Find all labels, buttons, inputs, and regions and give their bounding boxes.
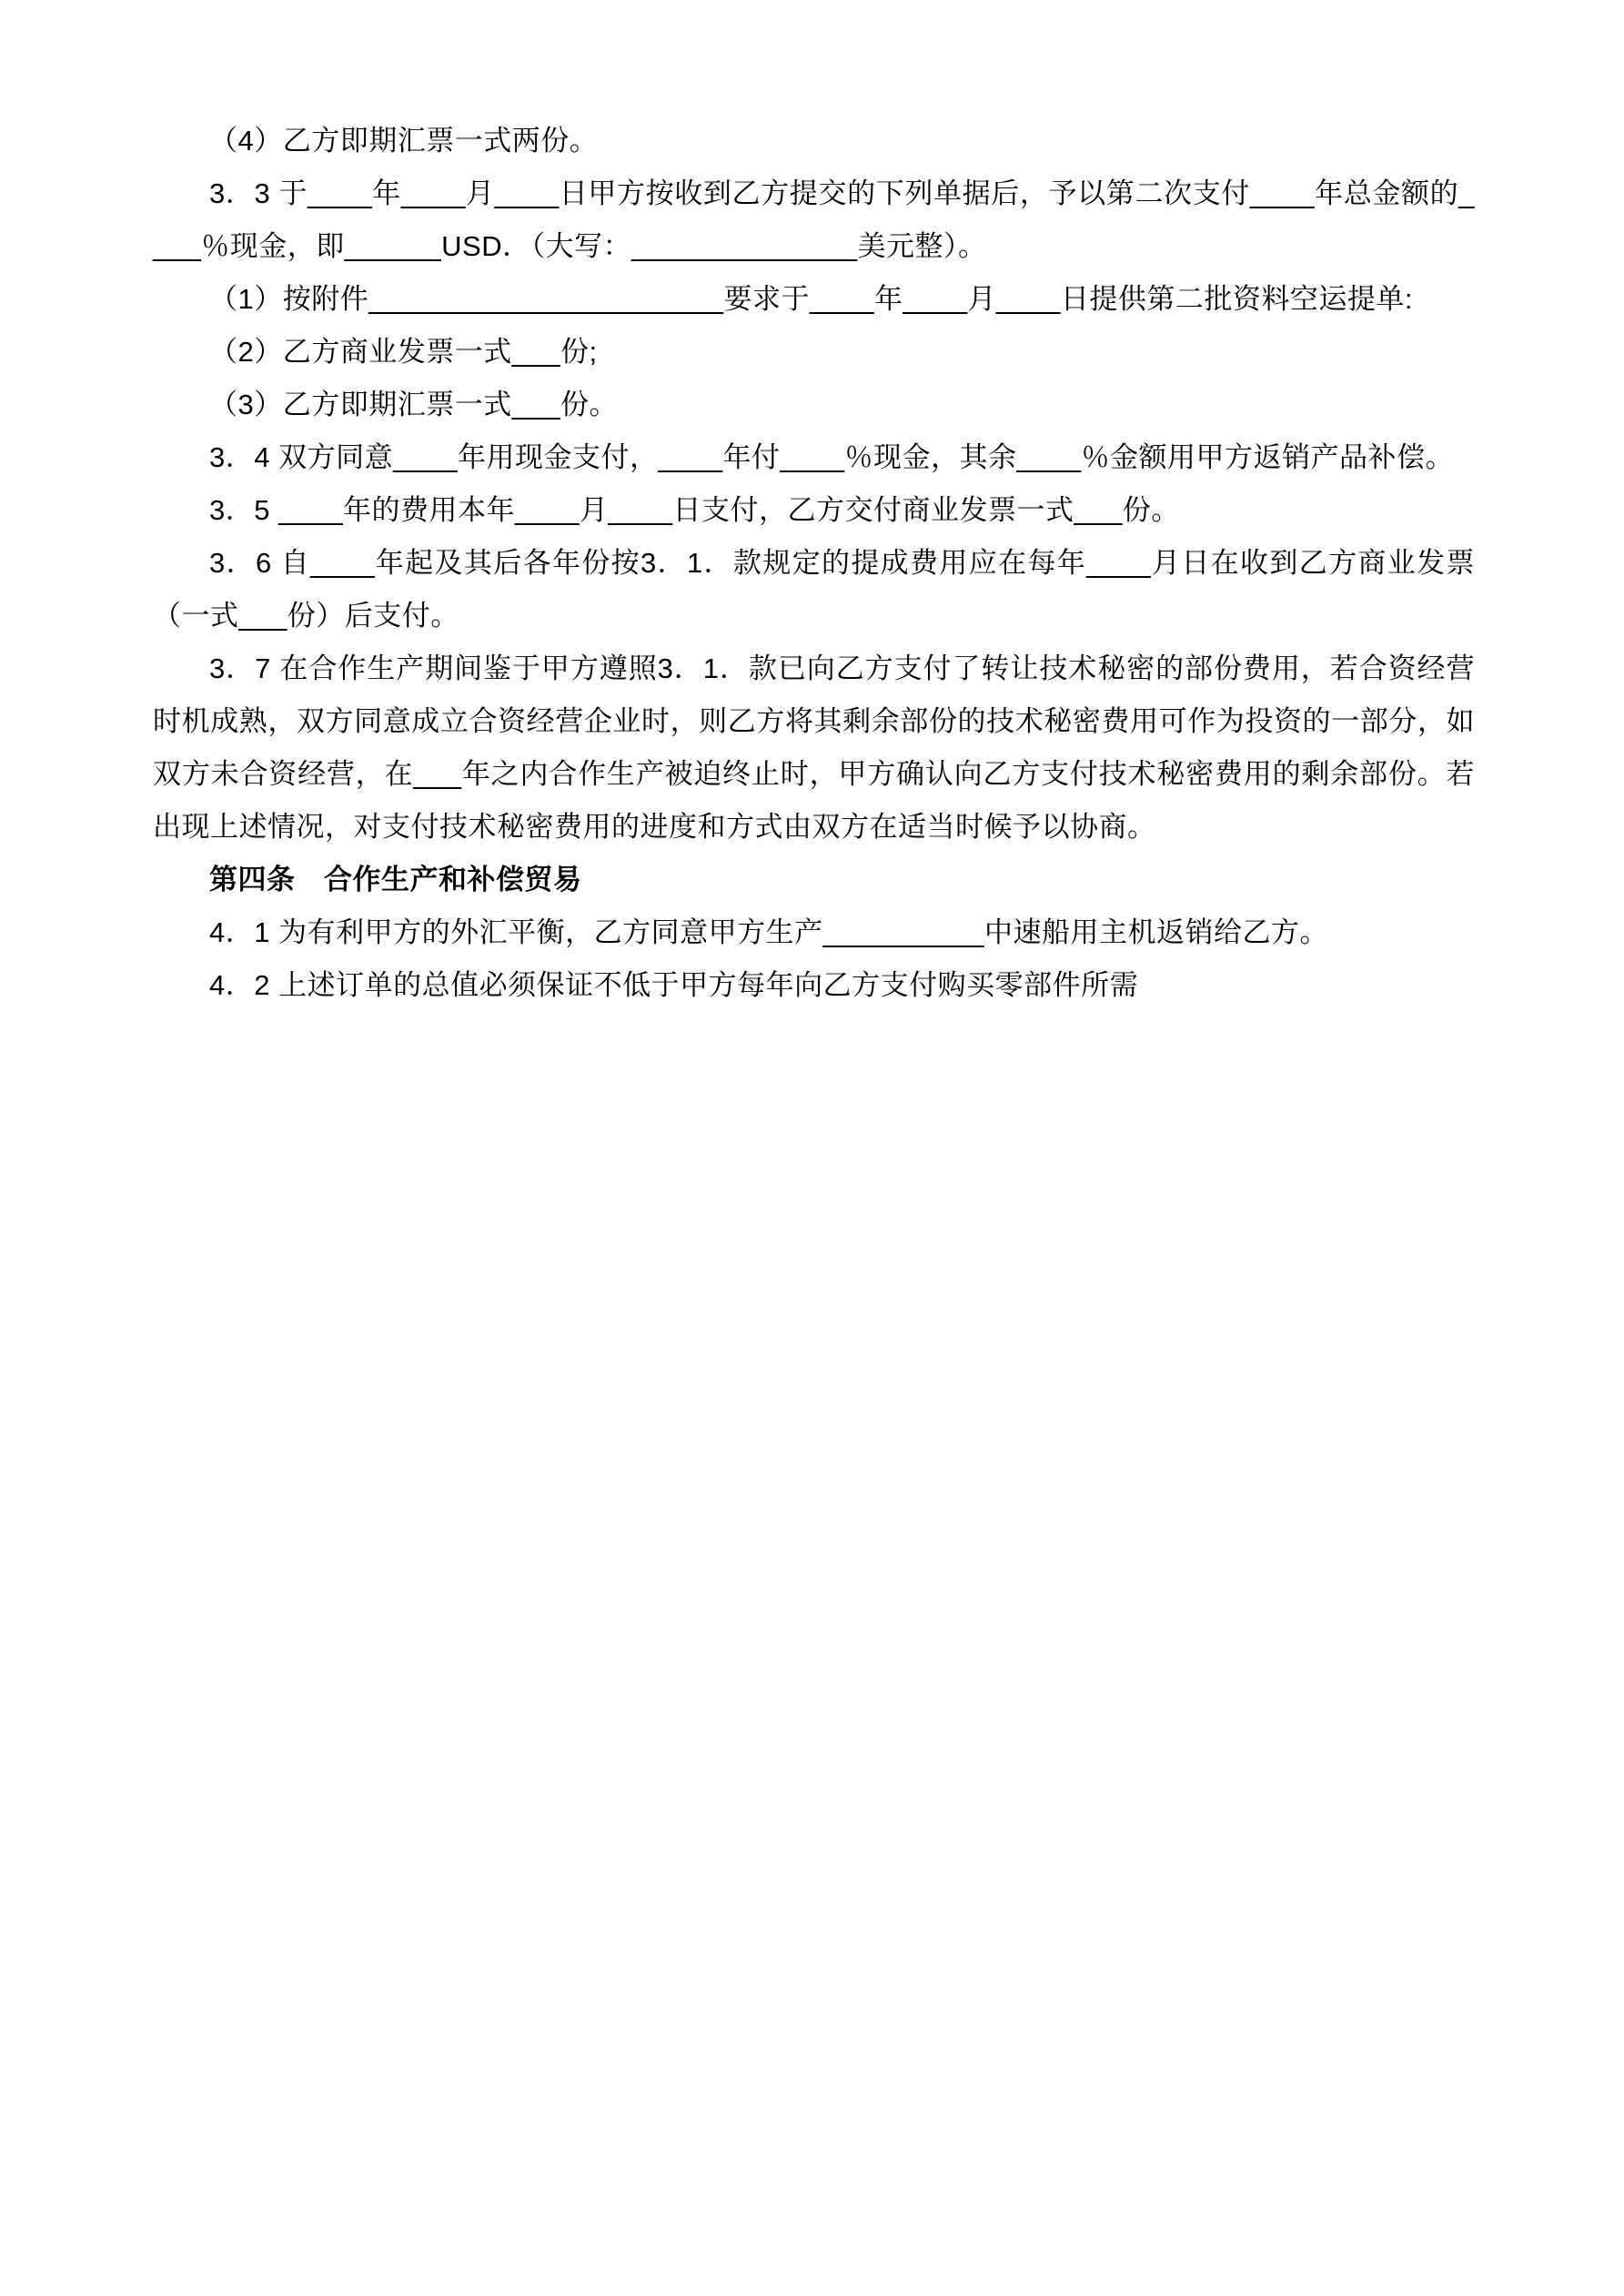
paragraph-clause-4-2: 4．2 上述订单的总值必须保证不低于甲方每年向乙方支付购买零部件所需	[209, 969, 1139, 1001]
section-heading-article-4: 第四条 合作生产和补偿贸易	[209, 864, 582, 895]
paragraph-clause-3-6: 3．6 自____年起及其后各年份按3．1．款规定的提成费用应在每年____月日在收到乙方商业发票（一式___份）后支付。	[153, 547, 1475, 632]
paragraph-clause-3-4: 3．4 双方同意____年用现金支付，____年付____％现金，其余____％金额用甲方返销产品补偿。	[209, 441, 1454, 473]
paragraph-item-4-bill: （4）乙方即期汇票一式两份。	[209, 125, 599, 157]
paragraph-item-3-draft: （3）乙方即期汇票一式___份。	[209, 389, 618, 420]
paragraph-clause-4-1: 4．1 为有利甲方的外汇平衡，乙方同意甲方生产__________中速船用主机返销给乙方。	[209, 916, 1328, 948]
paragraph-item-1-attachment: （1）按附件______________________要求于____年____月____日提供第二批资料空运提单:	[209, 283, 1414, 315]
paragraph-item-2-invoice: （2）乙方商业发票一式___份;	[209, 336, 598, 368]
paragraph-clause-3-5: 3．5 ____年的费用本年____月____日支付，乙方交付商业发票一式___份。	[209, 494, 1180, 526]
paragraph-clause-3-3: 3．3 于____年____月____日甲方按收到乙方提交的下列单据后，予以第二次支付____年总金额的____％现金，即______USD．（大写：______________美元整）。	[153, 177, 1475, 262]
paragraph-clause-3-7: 3．7 在合作生产期间鉴于甲方遵照3．1．款已向乙方支付了转让技术秘密的部份费用，若合资经营时机成熟，双方同意成立合资经营企业时，则乙方将其剩余部份的技术秘密费用可作为投资的一部分，如双方未合资经营，在___年之内合作生产被迫终止时，甲方确认向乙方支付技术秘密费用的剩余部份。若出现上述情况，对支付技术秘密费用的进度和方式由双方在适当时候予以协商。	[153, 652, 1475, 843]
